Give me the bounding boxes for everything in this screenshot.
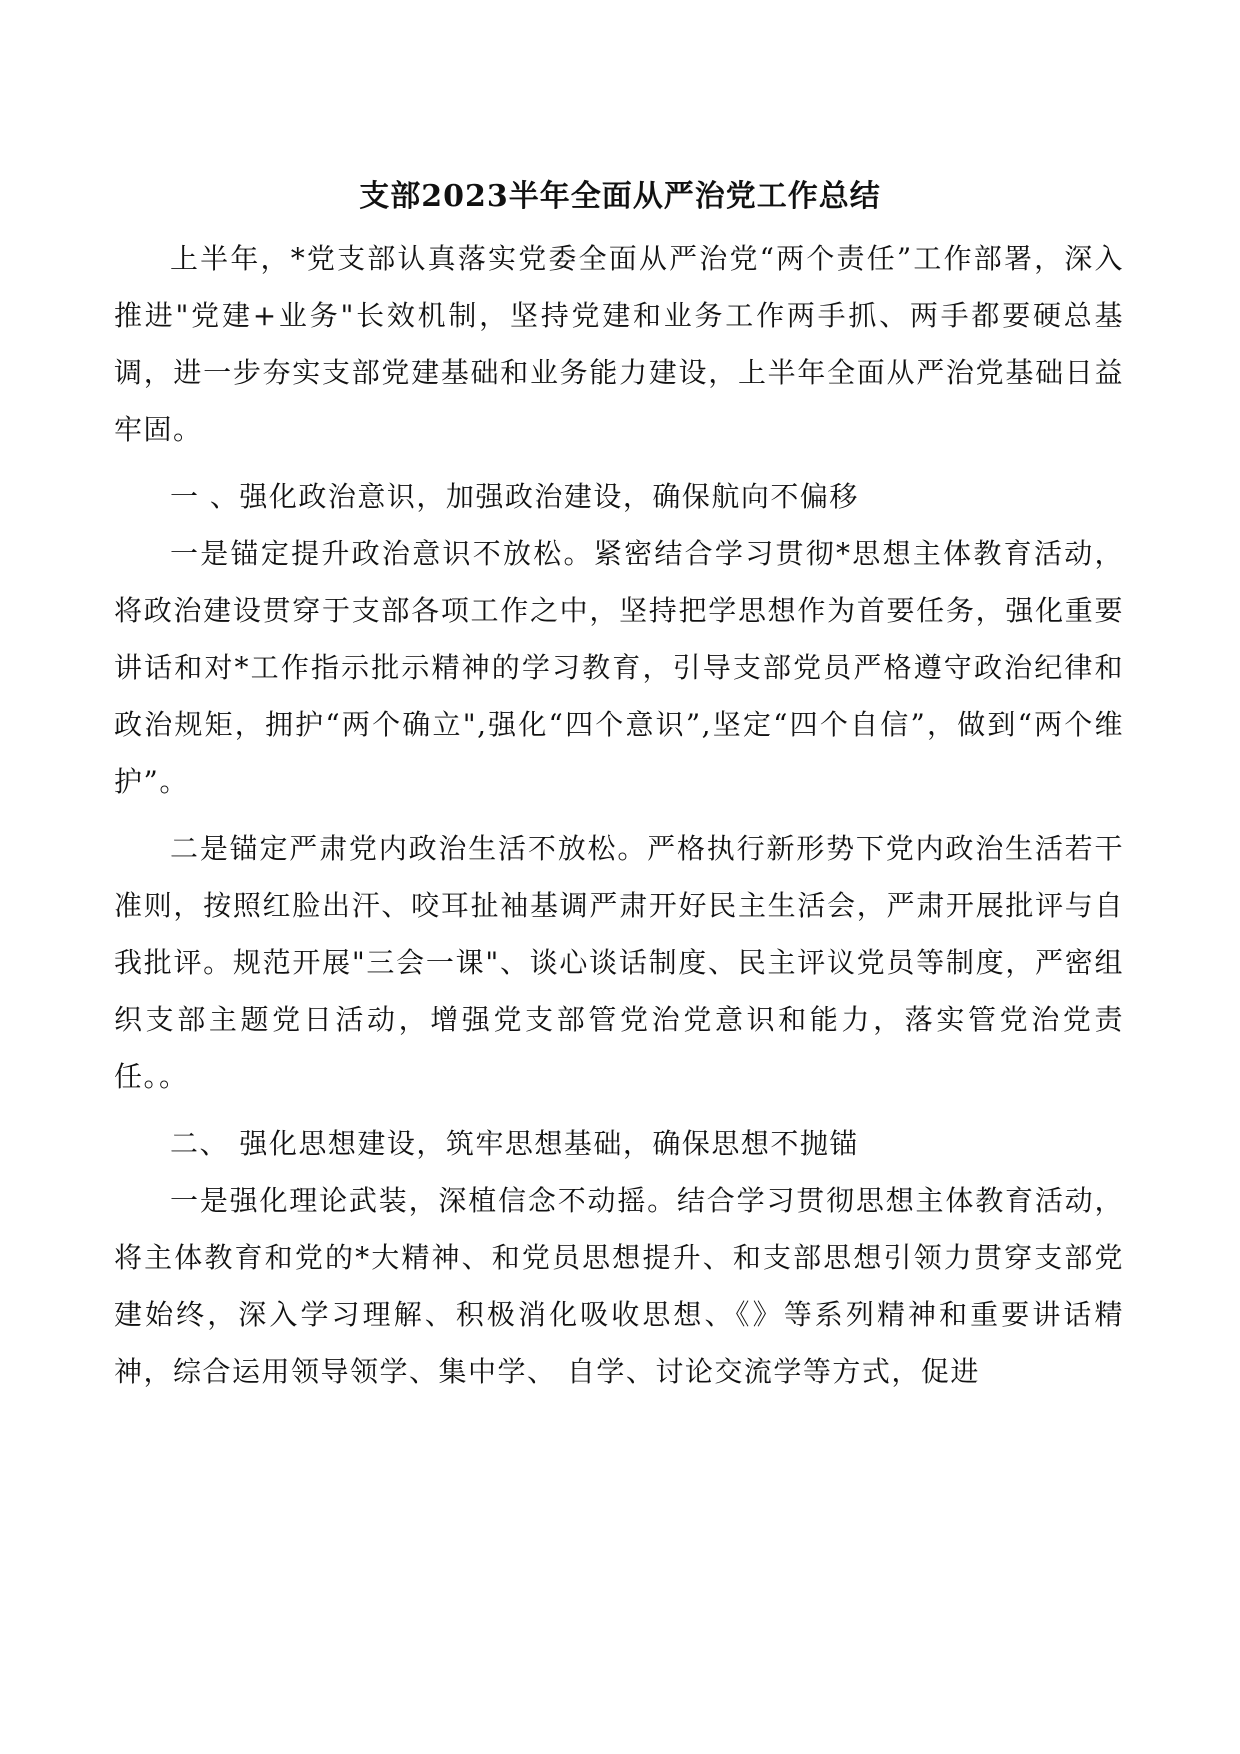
section-heading-1: 一 、强化政治意识，加强政治建设，确保航向不偏移 xyxy=(170,480,859,513)
paragraph-theory-armament: 一是强化理论武装，深植信念不动摇。结合学习贯彻思想主体教育活动，将主体教育和党的*大精神、和党员思想提升、和支部思想引领力贯穿支部党建始终，深入学习理解、积极消化吸收思想、《》等系列精神和重要讲话精神，综合运用领导领学、集中学、 自学、讨论交流学等方式，促进 xyxy=(114,1184,1124,1388)
paragraph-intro: 上半年，*党支部认真落实党委全面从严治党“两个责任”工作部署，深入推进"党建+业务"长效机制，坚持党建和业务工作两手抓、两手都要硬总基调，进一步夯实支部党建基础和业务能力建设，上半年全面从严治党基础日益牢固。 xyxy=(114,242,1124,446)
section-heading-2: 二、 强化思想建设，筑牢思想基础，确保思想不抛锚 xyxy=(170,1127,859,1160)
paragraph-political-awareness: 一是锚定提升政治意识不放松。紧密结合学习贯彻*思想主体教育活动，将政治建设贯穿于支部各项工作之中，坚持把学思想作为首要任务，强化重要讲话和对*工作指示批示精神的学习教育，引导支部党员严格遵守政治纪律和政治规矩，拥护“两个确立",强化“四个意识”,坚定“四个自信”，做到“两个维护”。 xyxy=(114,537,1124,798)
document-title: 支部2023半年全面从严治党工作总结 xyxy=(359,179,881,214)
paragraph-political-life: 二是锚定严肃党内政治生活不放松。严格执行新形势下党内政治生活若干准则，按照红脸出汗、咬耳扯袖基调严肃开好民主生活会，严肃开展批评与自我批评。规范开展"三会一课"、谈心谈话制度、民主评议党员等制度，严密组织支部主题党日活动，增强党支部管党治党意识和能力，落实管党治党责任。。 xyxy=(114,832,1124,1093)
document-body xyxy=(114,230,1124,1400)
